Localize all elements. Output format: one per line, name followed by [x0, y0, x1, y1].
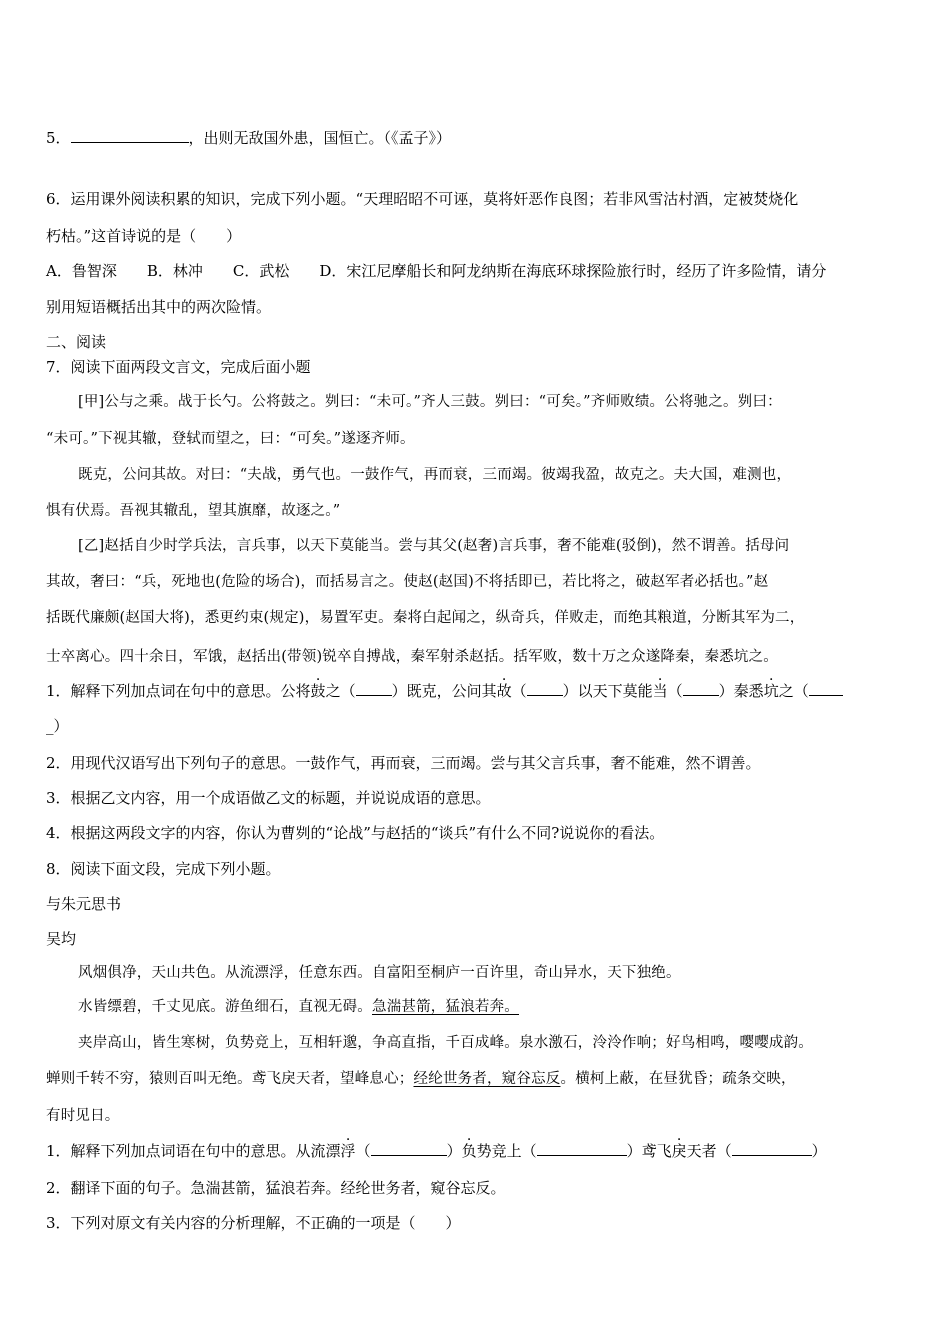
dotted-word: 鼓 — [310, 682, 326, 700]
article-paragraph: 水皆缥碧，千丈见底。游鱼细石，直视无碍。急湍甚箭，猛浪若奔。 — [78, 999, 519, 1015]
dotted-word: 负 — [461, 1142, 477, 1160]
question-8-sub-2: 2．翻译下面的句子。急湍甚箭，猛浪若奔。经纶世务者，窥谷忘反。 — [46, 1179, 506, 1197]
underlined-sentence: 急湍甚箭，猛浪若奔。 — [372, 999, 519, 1015]
question-7-title: 7．阅读下面两段文言文，完成后面小题 — [46, 358, 311, 376]
answer-blank[interactable] — [356, 681, 392, 696]
answer-blank[interactable] — [683, 681, 719, 696]
passage-jia-line: [甲]公与之乘。战于长勺。公将鼓之。刿曰：“未可。”齐人三鼓。刿曰：“可矣。”齐师败绩。公将驰之。刿曰： — [78, 394, 782, 410]
question-6-line-4: 别用短语概括出其中的两次险情。 — [46, 298, 272, 316]
question-7-sub-3: 3．根据乙文内容，用一个成语做乙文的标题，并说说成语的意思。 — [46, 789, 491, 807]
question-8-sub-3: 3．下列对原文有关内容的分析理解，不正确的一项是（ ） — [46, 1214, 461, 1232]
article-author: 吴均 — [46, 930, 77, 948]
question-7-sub-1-cont: _） — [46, 717, 69, 735]
question-text: ，出则无敌国外患，国恒亡。（《孟子》） — [188, 129, 452, 147]
answer-blank[interactable] — [537, 1141, 627, 1156]
answer-blank[interactable] — [732, 1141, 812, 1156]
article-paragraph-line: 蝉则千转不穷，猿则百叫无绝。鸢飞戾天者，望峰息心；经纶世务者，窥谷忘反。横柯上蔽，在昼犹昏；疏条交映， — [46, 1071, 796, 1087]
answer-blank[interactable] — [371, 1141, 447, 1156]
question-7-sub-4: 4．根据这两段文字的内容，你认为曹刿的“论战”与赵括的“谈兵”有什么不同?说说你的看法。 — [46, 824, 665, 842]
passage-jia-line: 既克，公问其故。对曰：“夫战，勇气也。一鼓作气，再而衰，三而竭。彼竭我盈，故克之。夫大国，难测也， — [78, 467, 792, 483]
article-title: 与朱元思书 — [46, 895, 122, 913]
section-heading: 二、阅读 — [46, 333, 107, 351]
passage-yi-line: 士卒离心。四十余日，军饿，赵括出(带领)锐卒自搏战，秦军射杀赵括。括军败，数十万之众遂降秦，秦悉坑之。 — [46, 649, 779, 665]
dotted-word: 故 — [496, 682, 512, 700]
question-8-sub-1: 1．解释下列加点词语在句中的意思。从流漂浮（ ）负势竞上（ ）鸢飞戾天者（ ） — [46, 1142, 827, 1160]
dotted-word: 戾 — [671, 1142, 687, 1160]
dotted-word: 坑 — [763, 682, 779, 700]
question-8-title: 8．阅读下面文段，完成下列小题。 — [46, 860, 281, 878]
question-6-line-1: 6．运用课外阅读积累的知识，完成下列小题。“天理昭昭不可诬，莫将奸恶作良图；若非风雪沽村酒，定被焚烧化 — [46, 190, 799, 208]
article-paragraph: 夹岸高山，皆生寒树，负势竞上，互相轩邈，争高直指，千百成峰。泉水激石，泠泠作响；好鸟相鸣，嘤嘤成韵。 — [78, 1035, 813, 1051]
article-paragraph-line: 有时见日。 — [46, 1108, 120, 1124]
question-7-sub-2: 2．用现代汉语写出下列句子的意思。一鼓作气，再而衰，三而竭。尝与其父言兵事，奢不能难，然不谓善。 — [46, 754, 761, 772]
answer-blank[interactable] — [527, 681, 563, 696]
question-6-line-2: 朽枯。”这首诗说的是（ ） — [46, 227, 242, 245]
question-5 — [46, 128, 451, 148]
passage-yi-line: [乙]赵括自少时学兵法，言兵事，以天下莫能当。尝与其父(赵奢)言兵事，奢不能难(驳倒)，然不谓善。括母问 — [78, 538, 790, 554]
dotted-word: 浮 — [340, 1142, 356, 1160]
passage-jia-line: “未可。”下视其辙，登轼而望之，曰：“可矣。”遂逐齐师。 — [46, 431, 415, 447]
dotted-word: 当 — [652, 682, 668, 700]
passage-yi-line: 括既代廉颇(赵国大将)，悉更约束(规定)，易置军吏。秦将白起闻之，纵奇兵，佯败走，而绝其粮道，分断其军为二， — [46, 610, 805, 626]
passage-yi-line: 其故，奢曰：“兵，死地也(危险的场合)，而括易言之。使赵(赵国)不将括即已，若比将之，破赵军者必括也。”赵 — [46, 574, 769, 590]
answer-blank[interactable] — [809, 681, 843, 696]
article-paragraph: 风烟俱净，天山共色。从流漂浮，任意东西。自富阳至桐庐一百许里，奇山异水，天下独绝。 — [78, 965, 681, 981]
question-6-options: A．鲁智深 B．林冲 C．武松 D．宋江尼摩船长和阿龙纳斯在海底环球探险旅行时，经历了许多险情，请分 — [46, 262, 827, 280]
question-number: 5． — [46, 129, 71, 147]
question-7-sub-1: 1．解释下列加点词在句中的意思。公将鼓之（ ）既克，公问其故（ ）以天下莫能当（ ）秦悉坑之（ — [46, 681, 843, 701]
answer-blank[interactable] — [71, 128, 189, 143]
passage-jia-line: 惧有伏焉。吾视其辙乱，望其旗靡，故逐之。” — [46, 503, 341, 519]
underlined-sentence: 经纶世务者，窥谷忘反 — [413, 1071, 561, 1087]
